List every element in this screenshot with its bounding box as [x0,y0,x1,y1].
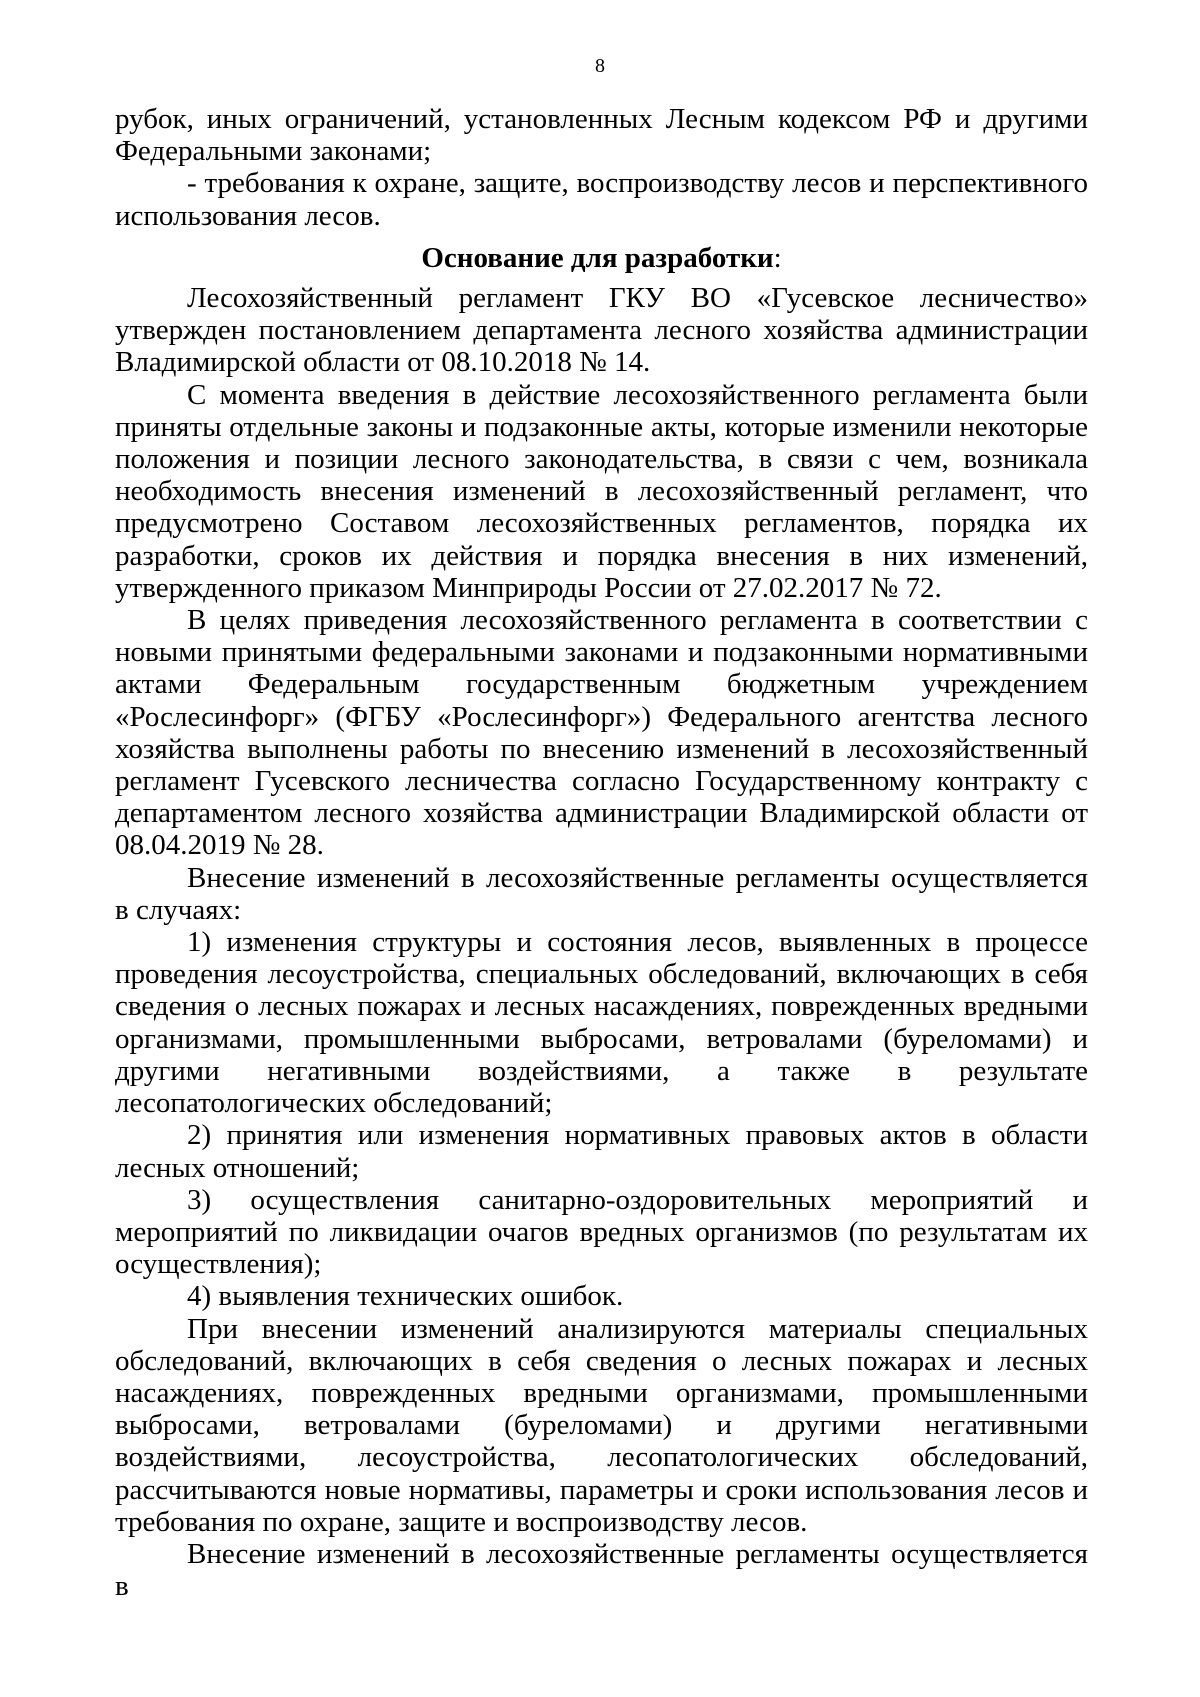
list-item-case-3: 3) осуществления санитарно-оздоровительных мероприятий и мероприятий по ликвидации очагов вредных организмов (по результатам их осуществления); [115,1183,1088,1281]
paragraph-analysis: При внесении изменений анализируются материалы специальных обследований, включающих в себя сведения о лесных пожарах и лесных насаждениях, поврежденных вредными организмами, промышленными выбросами, ветровалами (буреломами) и другими негативными воздействиями, лесоустройства, лесопатологических обследований, рассчитываются новые нормативы, параметры и сроки использования лесов и требования по охране, защите и воспроизводству лесов. [115,1312,1088,1538]
section-heading [115,242,1088,274]
list-item-case-4: 4) выявления технических ошибок. [187,1280,624,1313]
paragraph-requirements: - требования к охране, защите, воспроизводству лесов и перспективного использования лесов. [115,167,1088,232]
section-heading-colon: : [773,241,782,274]
paragraph-purpose-of-work: В целях приведения лесохозяйственного регламента в соответствии с новыми принятыми федеральными законами и подзаконными нормативными актами Федеральным государственным бюджетным учреждением «Рослесинфорг» (ФГБУ «Рослесинфорг») Федерального агентства лесного хозяйства выполнены работы по внесению изменений в лесохозяйственный регламент Гусевского лесничества согласно Государственному контракту с департаментом лесного хозяйства администрации Владимирской области от 08.04.2019 № 28. [115,604,1088,862]
list-item-case-2: 2) принятия или изменения нормативных правовых актов в области лесных отношений; [115,1119,1088,1184]
paragraph-continuation: рубок, иных ограничений, установленных Лесным кодексом РФ и другими Федеральными законами; [115,103,1088,168]
paragraph-legislation-changes: С момента введения в действие лесохозяйственного регламента были приняты отдельные законы и подзаконные акты, которые изменили некоторые положения и позиции лесного законодательства, в связи с чем, возникала необходимость внесения изменений в лесохозяйственный регламент, что предусмотрено Составом лесохозяйственных регламентов, порядка их разработки, сроков их действия и порядка внесения в них изменений, утвержденного приказом Минприроды России от 27.02.2017 № 72. [115,378,1088,604]
paragraph-trailing: Внесение изменений в лесохозяйственные регламенты осуществляется в [115,1537,1088,1603]
page-number: 8 [595,55,605,77]
document-body [115,103,1088,1602]
paragraph-regulation-approval: Лесохозяйственный регламент ГКУ ВО «Гусевское лесничество» утвержден постановлением департамента лесного хозяйства администрации Владимирской области от 08.10.2018 № 14. [115,282,1088,379]
paragraph-cases-intro: Внесение изменений в лесохозяйственные регламенты осуществляется в случаях: [115,861,1088,926]
list-item-case-1: 1) изменения структуры и состояния лесов, выявленных в процессе проведения лесоустройства, специальных обследований, включающих в себя сведения о лесных пожарах и лесных насаждениях, поврежденных вредными организмами, промышленными выбросами, ветровалами (буреломами) и другими негативными воздействиями, а также в результате лесопатологических обследований; [115,926,1088,1120]
section-heading-title: Основание для разработки [421,241,774,274]
